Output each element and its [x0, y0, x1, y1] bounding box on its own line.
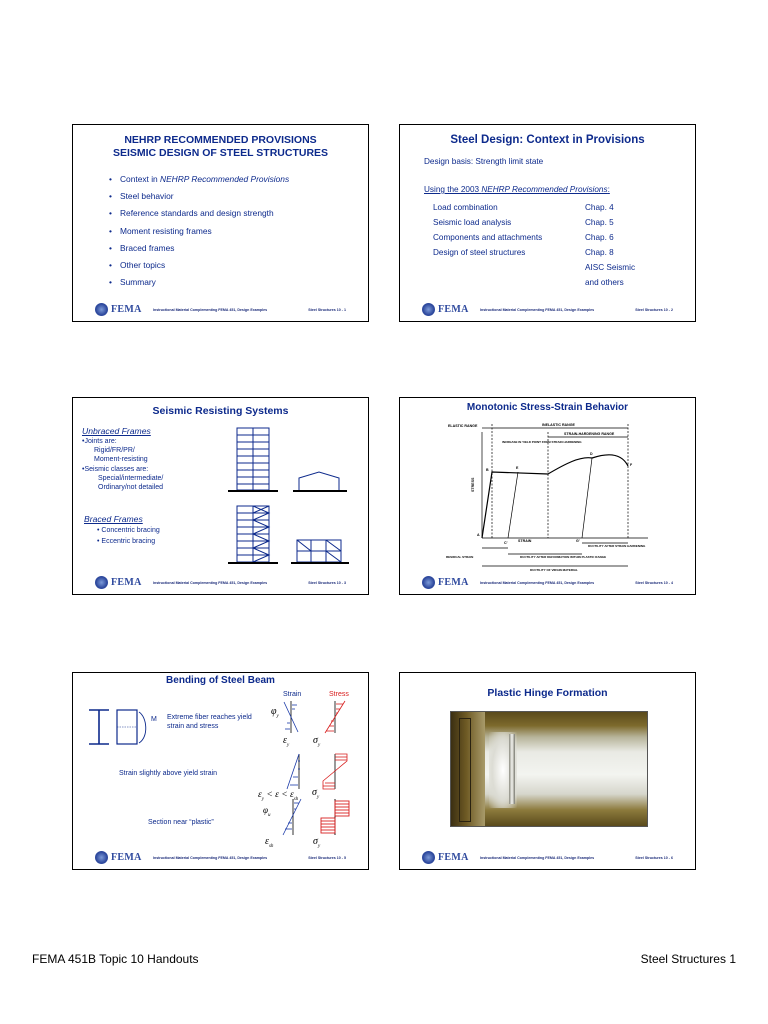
design-basis: Design basis: Strength limit state	[424, 157, 544, 166]
fema-seal-icon	[422, 303, 435, 316]
phi-y-symbol: $\varphi_y$	[271, 706, 279, 719]
frame-diagrams	[223, 422, 363, 572]
increase-yield-label: INCREASE IN YIELD POINT FROM STRAIN HARDENING	[502, 440, 582, 444]
inelastic-range-label: INELASTIC RANGE	[542, 423, 575, 427]
sigma-y-symbol-2: $\sigma_y$	[312, 787, 320, 800]
point-a-label: A	[477, 533, 480, 537]
row2-text: Strain slightly above yield strain	[119, 770, 218, 777]
slide-footer: FEMA Instructional Material Complementing FEMA 451, Design Examples Steel Structures 10 - 5	[73, 845, 368, 869]
phi-u-symbol: $\varphi_u$	[263, 805, 271, 818]
bullet-item: • Moment resisting frames	[109, 223, 289, 240]
table-row: and others	[585, 278, 624, 287]
fema-seal-icon	[95, 576, 108, 589]
plastic-hinge-photo	[450, 711, 648, 827]
table-row: AISC Seismic	[585, 263, 636, 272]
i-beam-icon	[87, 707, 157, 749]
slide-4-title: Monotonic Stress-Strain Behavior	[466, 402, 629, 413]
slide-footer: FEMA Instructional Material Complementing FEMA 451, Design Examples Steel Structures 10 - 6	[400, 845, 695, 869]
sigma-y-symbol-3: $\sigma_y$	[313, 836, 321, 849]
slide-2-title: Steel Design: Context in Provisions	[450, 134, 645, 146]
strain-heading: Strain	[283, 691, 302, 698]
point-c-label: C'	[504, 541, 508, 545]
stress-diagram-2	[323, 754, 347, 789]
row3-text: Section near “plastic”	[148, 819, 214, 826]
fema-seal-icon	[422, 851, 435, 864]
fema-logo: FEMA	[422, 303, 469, 316]
fema-seal-icon	[95, 851, 108, 864]
bullet-item: • Summary	[109, 274, 289, 291]
table-row: Load combination Chap. 4	[433, 203, 614, 212]
braced-item: • Concentric bracing	[97, 527, 160, 534]
point-d-label: D	[590, 452, 593, 456]
braced-list	[97, 526, 160, 547]
slide-footer: FEMA Instructional Material Complementing FEMA 451, Design Examples Steel Structures 10 - 1	[73, 297, 368, 321]
stress-strain-diagram	[430, 420, 670, 576]
ductility-virgin-label: DUCTILITY OF VIRGIN MATERIAL	[530, 568, 578, 572]
row1-text: Extreme fiber reaches yield strain and stress	[167, 714, 252, 730]
photo-stiffener	[459, 718, 471, 822]
elastic-range-label: ELASTIC RANGE	[448, 424, 478, 428]
table-row: Components and attachments Chap. 6	[433, 233, 614, 242]
strain-axis-label: STRAIN	[518, 539, 532, 543]
fema-logo: FEMA	[95, 303, 142, 316]
ductility-deform-label: DUCTILITY AFTER DEFORMATION WITHIN PLASTIC RANGE	[520, 555, 607, 559]
braced-heading: Braced Frames	[84, 514, 143, 524]
residual-strain-label: RESIDUAL STRAIN	[446, 555, 474, 559]
slide-6-title: Plastic Hinge Formation	[487, 687, 608, 699]
slide-3	[72, 397, 369, 595]
fema-logo: FEMA	[95, 576, 142, 589]
fema-logo: FEMA	[422, 576, 469, 589]
strain-diagram-1	[284, 701, 298, 733]
point-f-label: F	[630, 463, 633, 467]
slide-4	[399, 397, 696, 595]
slide-1-bullets	[109, 171, 289, 291]
strain-inequality: $\varepsilon_y < \varepsilon < \varepsilon_{sh}$	[258, 790, 299, 802]
point-g-label: G'	[576, 539, 580, 543]
eps-sh-symbol: $\varepsilon_{sh}$	[265, 836, 274, 849]
page-footer-left: FEMA 451B Topic 10 Handouts	[32, 952, 199, 966]
bullet-item: • Steel behavior	[109, 188, 289, 205]
point-e-label: E	[516, 466, 519, 470]
strain-stress-diagrams	[263, 699, 363, 849]
slide-5	[72, 672, 369, 870]
slide-3-title: Seismic Resisting Systems	[152, 405, 289, 417]
braced-item: • Eccentric bracing	[97, 537, 156, 545]
moment-label: M	[151, 716, 157, 723]
fema-logo: FEMA	[422, 851, 469, 864]
unbraced-tall-frame	[237, 428, 269, 490]
bullet-item: • Braced frames	[109, 240, 289, 257]
table-row: Seismic load analysis Chap. 5	[433, 218, 614, 227]
stress-heading: Stress	[329, 691, 349, 698]
slide-1-title: NEHRP RECOMMENDED PROVISIONS SEISMIC DESIGN OF STEEL STRUCTURES	[112, 134, 329, 159]
provisions-table	[433, 200, 635, 290]
photo-wrinkle	[509, 734, 515, 804]
page-footer-right: Steel Structures 1	[640, 952, 736, 966]
strain-diagram-3	[283, 799, 301, 835]
stress-diagram-3	[321, 799, 349, 835]
slide-1	[72, 124, 369, 322]
braced-low-frame	[297, 540, 341, 562]
slide-2	[399, 124, 696, 322]
fema-seal-icon	[95, 303, 108, 316]
slide-footer: FEMA Instructional Material Complementing FEMA 451, Design Examples Steel Structures 10 - 4	[400, 570, 695, 594]
ductility-after-label: DUCTILITY AFTER STRAIN HARDENING	[588, 544, 646, 548]
sigma-y-symbol-1: $\sigma_y$	[313, 735, 321, 748]
eps-y-symbol: $\varepsilon_y$	[283, 735, 290, 748]
braced-tall-frame	[237, 506, 269, 562]
strain-diagram-2	[287, 754, 300, 789]
slide-5-title: Bending of Steel Beam	[166, 675, 275, 686]
hardening-range-label: STRAIN-HARDENING RANGE	[564, 432, 615, 436]
portal-frame	[299, 472, 339, 490]
point-b-label: B	[486, 468, 489, 472]
unbraced-list: •Joints are: Rigid/FR/PR/ Moment-resisting •Seismic classes are: Special/intermediate/ Ordinary/not detailed	[82, 438, 164, 492]
bullet-item: • Other topics	[109, 257, 289, 274]
slide-6	[399, 672, 696, 870]
unbraced-heading: Unbraced Frames	[82, 426, 151, 436]
slide-footer: FEMA Instructional Material Complementing FEMA 451, Design Examples Steel Structures 10 - 3	[73, 570, 368, 594]
fema-logo: FEMA	[95, 851, 142, 864]
fema-seal-icon	[422, 576, 435, 589]
table-row: Design of steel structures Chap. 8	[433, 248, 614, 257]
stress-axis-label: STRESS	[471, 477, 475, 492]
slide-footer: FEMA Instructional Material Complementing FEMA 451, Design Examples Steel Structures 10 - 2	[400, 297, 695, 321]
bullet-item: • Context in NEHRP Recommended Provisions	[109, 171, 289, 188]
using-line: Using the 2003 NEHRP Recommended Provisions:	[424, 185, 610, 194]
stress-diagram-1	[325, 701, 345, 733]
bullet-item: • Reference standards and design strength	[109, 205, 289, 222]
